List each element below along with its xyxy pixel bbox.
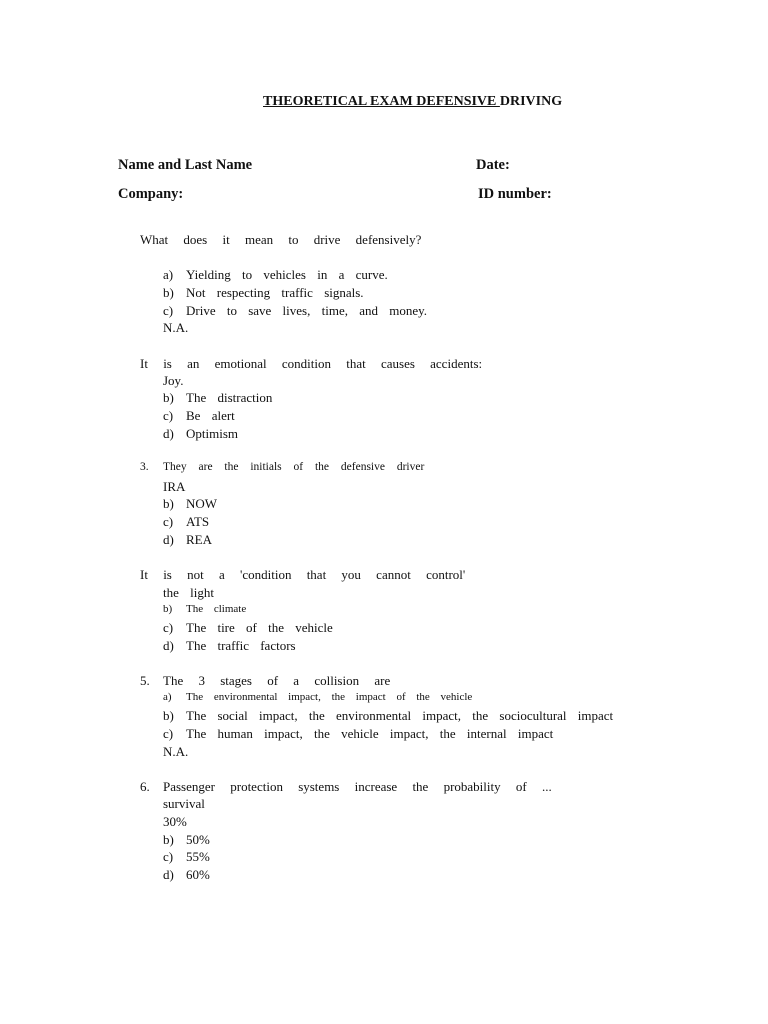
option-text: The climate [186,603,247,615]
question-2-text: It is an emotional condition that causes accidents: [140,356,483,371]
option-text: Drive to save lives, time, and money. [186,303,428,318]
option-label: b) [163,603,173,615]
option-text: Yielding to vehicles in a curve. [186,267,388,282]
option-text: 60% [186,867,210,882]
option-text: ATS [186,514,210,529]
option-label: d) [163,867,174,882]
question-2-option-d [163,426,238,442]
question-1-text: What does it mean to drive defensively? [140,232,422,247]
option-label: c) [163,303,174,318]
question-2-option-b [163,390,272,406]
question-5-text [140,673,390,689]
option-text: The tire of the vehicle [186,620,333,635]
question-6-text [140,779,552,795]
name-label: Name and Last Name [118,157,253,173]
option-text: Joy. [163,373,184,388]
option-label: c) [163,849,174,864]
question-1-option-b [163,285,364,301]
company-label: Company: [118,186,184,202]
option-label: c) [163,726,174,741]
question-text: Passenger protection systems increase the probability of ... [163,779,552,794]
question-text: They are the initials of the defensive driver [163,461,425,473]
question-5-option-d [163,744,188,760]
question-number: 3. [140,461,149,473]
question-6-option-e [163,867,210,883]
option-text: the light [163,585,214,600]
option-text: REA [186,532,212,547]
question-3-option-b [163,496,217,512]
option-label: b) [163,285,174,300]
option-text: Be alert [186,408,235,423]
option-text: Optimism [186,426,239,441]
question-6-option-b [163,814,187,830]
question-6-option-c [163,832,210,848]
question-5-option-b [163,708,613,724]
question-5-option-a [163,691,472,703]
date-label: Date: [476,157,510,173]
question-1-option-a [163,267,388,283]
option-label: c) [163,408,174,423]
option-label: d) [163,426,174,441]
question-5-option-c [163,726,553,742]
option-label: c) [163,514,174,529]
question-4-option-d [163,638,296,654]
question-2-option-a [163,373,183,389]
option-label: d) [163,532,174,547]
option-text: 55% [186,849,210,864]
question-3-text [140,461,424,473]
question-1-option-c [163,303,427,319]
question-4-option-a [163,585,214,601]
option-text: The environmental impact, the impact of the vehicle [186,691,473,703]
question-text: The 3 stages of a collision are [163,673,391,688]
question-3-option-d [163,532,212,548]
question-number: 5. [140,673,150,688]
question-4-option-c [163,620,333,636]
option-text: 50% [186,832,210,847]
option-label: b) [163,832,174,847]
option-text: 30% [163,814,187,829]
question-4-option-b [163,603,246,615]
option-label: b) [163,496,174,511]
option-label: a) [163,691,172,703]
question-1-option-d [163,320,188,336]
option-text: The human impact, the vehicle impact, the internal impact [186,726,554,741]
exam-title-part2: DRIVING [499,94,563,109]
question-6-option-a [163,796,205,812]
question-number: 6. [140,779,150,794]
option-text: The traffic factors [186,638,296,653]
question-4-text: It is not a 'condition that you cannot control' [140,567,466,582]
option-label: c) [163,620,174,635]
exam-title [263,94,562,110]
option-text: The distraction [186,390,273,405]
exam-title-part1: THEORETICAL EXAM DEFENSIVE [263,94,500,109]
id-number-label: ID number: [478,186,552,202]
option-label: d) [163,638,174,653]
option-text: N.A. [163,744,189,759]
question-3-option-a [163,479,185,495]
option-label: b) [163,390,174,405]
question-2-option-c [163,408,235,424]
option-text: N.A. [163,320,189,335]
option-label: b) [163,708,174,723]
option-text: survival [163,796,205,811]
question-6-option-d [163,849,210,865]
option-text: NOW [186,496,218,511]
option-text: Not respecting traffic signals. [186,285,364,300]
question-3-option-c [163,514,209,530]
option-text: The social impact, the environmental impact, the sociocultural impact [186,708,614,723]
option-text: IRA [163,479,186,494]
option-label: a) [163,267,174,282]
